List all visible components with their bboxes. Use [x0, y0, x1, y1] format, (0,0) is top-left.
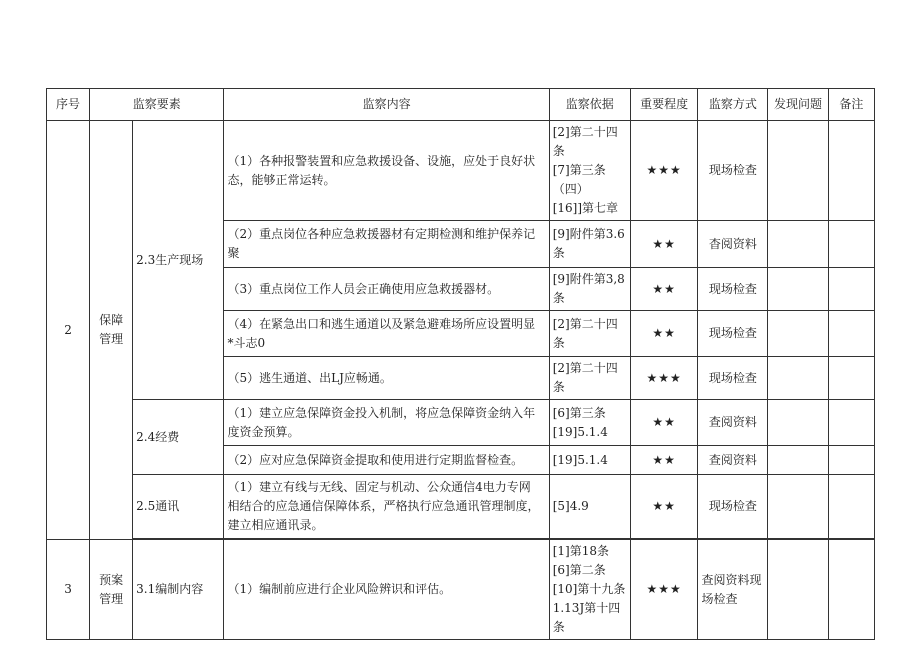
method-cell: 现场检查 — [698, 357, 768, 400]
basis-cell: [6]第三条 [19]5.1.4 — [549, 400, 630, 446]
basis-cell: [19]5.1.4 — [549, 446, 630, 475]
method-cell: 查阅资料 — [698, 446, 768, 475]
header-no: 序号 — [47, 89, 90, 121]
importance-stars: ★★ — [630, 221, 698, 268]
method-cell: 查阅资料现 场检查 — [698, 540, 768, 640]
remarks-cell — [828, 268, 874, 311]
sub-element-cell: 2.5通讯 — [133, 475, 224, 539]
method-cell: 现场检查 — [698, 268, 768, 311]
basis-cell: [2]第二十四条 — [549, 311, 630, 357]
content-cell: （4）在紧急出口和逃生通道以及紧急避难场所应设置明显 *斗志0 — [224, 311, 549, 357]
issues-cell — [768, 268, 829, 311]
sub-element-cell: 2.3生产现场 — [133, 121, 224, 400]
issues-cell — [768, 475, 829, 539]
header-importance: 重要程度 — [630, 89, 698, 121]
header-basis: 监察依据 — [549, 89, 630, 121]
basis-cell: [2]第二十四条 — [549, 357, 630, 400]
basis-cell: [2]第二十四条 [7]第三条（四） [16]]第七章 — [549, 121, 630, 221]
content-cell: （5）逃生通道、出LJ应畅通。 — [224, 357, 549, 400]
importance-stars: ★★ — [630, 268, 698, 311]
inspection-table — [46, 88, 875, 640]
content-cell: （1）各种报警装置和应急救援设备、设施，应处于良好状 态，能够正常运转。 — [224, 121, 549, 221]
table-row — [47, 121, 875, 221]
method-cell: 现场检查 — [698, 311, 768, 357]
row-number: 2 — [47, 121, 90, 540]
table-row — [47, 540, 875, 640]
importance-stars: ★★ — [630, 311, 698, 357]
element-cell: 预案 管理 — [90, 540, 133, 640]
content-cell: （3）重点岗位工作人员会正确使用应急救援器材。 — [224, 268, 549, 311]
basis-cell: [9]附件第3,8条 — [549, 268, 630, 311]
remarks-cell — [828, 311, 874, 357]
importance-stars: ★★★ — [630, 121, 698, 221]
row-number: 3 — [47, 540, 90, 640]
importance-stars: ★★★ — [630, 357, 698, 400]
header-row — [47, 89, 875, 121]
remarks-cell — [828, 357, 874, 400]
header-remarks: 备注 — [828, 89, 874, 121]
importance-stars: ★★ — [630, 400, 698, 446]
content-cell: （2）应对应急保障资金提取和使用进行定期监督检查。 — [224, 446, 549, 475]
issues-cell — [768, 311, 829, 357]
issues-cell — [768, 121, 829, 221]
issues-cell — [768, 221, 829, 268]
issues-cell — [768, 357, 829, 400]
header-issues: 发现问题 — [768, 89, 829, 121]
issues-cell — [768, 540, 829, 640]
remarks-cell — [828, 446, 874, 475]
importance-stars: ★★ — [630, 475, 698, 539]
method-cell: 现场检查 — [698, 121, 768, 221]
content-cell: （1）建立有线与无线、固定与机动、公众通信4电力专网 相结合的应急通信保障体系，严格执行应急通讯管理制度， 建立相应通讯录。 — [224, 475, 549, 539]
table-row — [47, 400, 875, 446]
basis-cell: [1]第18条 [6]第二条 [10]第十九条 1.13J第十四条 — [549, 540, 630, 640]
remarks-cell — [828, 221, 874, 268]
element-cell: 保障 管理 — [90, 121, 133, 540]
method-cell: 杳阅资料 — [698, 221, 768, 268]
remarks-cell — [828, 475, 874, 539]
sub-element-cell: 2.4经费 — [133, 400, 224, 475]
content-cell: （1）建立应急保障资金投入机制，将应急保障资金纳入年 度资金预算。 — [224, 400, 549, 446]
basis-cell: [5]4.9 — [549, 475, 630, 539]
issues-cell — [768, 400, 829, 446]
header-content: 监察内容 — [224, 89, 549, 121]
basis-cell: [9]附件第3.6条 — [549, 221, 630, 268]
content-cell: （2）重点岗位各种应急救援器材有定期检测和维护保养记 聚 — [224, 221, 549, 268]
content-cell: （1）编制前应进行企业风险辨识和评估。 — [224, 540, 549, 640]
issues-cell — [768, 446, 829, 475]
importance-stars: ★★★ — [630, 540, 698, 640]
header-element: 监察要素 — [90, 89, 224, 121]
sub-element-cell: 3.1编制内容 — [133, 540, 224, 640]
remarks-cell — [828, 540, 874, 640]
method-cell: 查阅资料 — [698, 400, 768, 446]
header-method: 监察方式 — [698, 89, 768, 121]
importance-stars: ★★ — [630, 446, 698, 475]
table-row — [47, 475, 875, 539]
remarks-cell — [828, 121, 874, 221]
method-cell: 现场检查 — [698, 475, 768, 539]
remarks-cell — [828, 400, 874, 446]
